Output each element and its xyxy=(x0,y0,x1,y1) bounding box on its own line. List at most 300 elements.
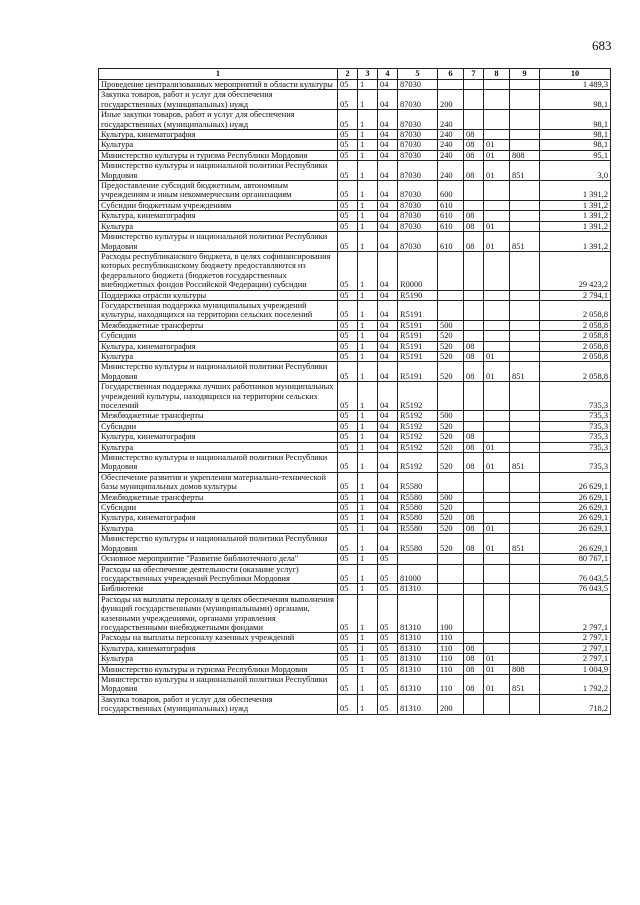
row-amount: 735,3 xyxy=(540,432,611,442)
row-code xyxy=(484,421,510,431)
row-amount: 1 391,2 xyxy=(540,232,611,252)
row-code: 05 xyxy=(338,523,358,533)
row-code xyxy=(510,251,540,290)
row-code: 04 xyxy=(378,534,398,554)
row-code xyxy=(510,80,540,90)
row-code xyxy=(484,320,510,330)
row-description: Основное мероприятие "Развитие библиотечного дела" xyxy=(99,554,338,564)
row-code: 05 xyxy=(338,362,358,382)
table-row xyxy=(99,211,611,221)
row-code: R5580 xyxy=(398,492,438,502)
table-row xyxy=(99,110,611,130)
row-code: 05 xyxy=(338,554,358,564)
row-code: 520 xyxy=(438,534,464,554)
row-description: Министерство культуры и национальной политики Республики Мордовия xyxy=(99,362,338,382)
row-code: 01 xyxy=(484,523,510,533)
row-code xyxy=(464,382,484,411)
row-code: 05 xyxy=(378,633,398,643)
row-code: 05 xyxy=(378,654,398,664)
row-code: 01 xyxy=(484,140,510,150)
table-row xyxy=(99,320,611,330)
column-header: 9 xyxy=(510,69,540,80)
row-code: 04 xyxy=(378,341,398,351)
row-code xyxy=(510,221,540,231)
row-code xyxy=(484,211,510,221)
row-code: 05 xyxy=(338,110,358,130)
row-code: 04 xyxy=(378,232,398,252)
row-code xyxy=(484,513,510,523)
row-code xyxy=(510,694,540,714)
row-code xyxy=(484,694,510,714)
row-code: 240 xyxy=(438,140,464,150)
row-code: 240 xyxy=(438,150,464,160)
column-header: 10 xyxy=(540,69,611,80)
row-code: 1 xyxy=(358,331,378,341)
row-code xyxy=(484,300,510,320)
row-code xyxy=(510,351,540,361)
row-description: Субсидии xyxy=(99,331,338,341)
row-description: Государственная поддержка лучших работников муниципальных учреждений культуры, находящихся на территории сельских поселений xyxy=(99,382,338,411)
row-amount: 735,3 xyxy=(540,411,611,421)
row-code xyxy=(398,554,438,564)
row-code xyxy=(484,90,510,110)
row-code xyxy=(484,584,510,594)
row-code xyxy=(484,492,510,502)
row-code: 81310 xyxy=(398,664,438,674)
row-amount: 76 043,5 xyxy=(540,584,611,594)
row-amount: 718,2 xyxy=(540,694,611,714)
row-code xyxy=(484,432,510,442)
row-code: 05 xyxy=(338,534,358,554)
row-code: 05 xyxy=(338,472,358,492)
row-code xyxy=(438,554,464,564)
row-code: 851 xyxy=(510,674,540,694)
row-code: 1 xyxy=(358,320,378,330)
row-code: 01 xyxy=(484,442,510,452)
row-code: 05 xyxy=(338,331,358,341)
row-code: 04 xyxy=(378,140,398,150)
row-code: 1 xyxy=(358,472,378,492)
row-code: 05 xyxy=(338,200,358,210)
row-code xyxy=(464,331,484,341)
row-code: 01 xyxy=(484,161,510,181)
table-row xyxy=(99,232,611,252)
row-code: R5580 xyxy=(398,534,438,554)
row-code: R5192 xyxy=(398,382,438,411)
row-code: 01 xyxy=(484,534,510,554)
row-code: 1 xyxy=(358,503,378,513)
row-code: 520 xyxy=(438,331,464,341)
row-code: 81310 xyxy=(398,633,438,643)
row-code: 04 xyxy=(378,453,398,473)
row-amount: 26 629,1 xyxy=(540,492,611,502)
row-code xyxy=(484,130,510,140)
row-code xyxy=(464,564,484,584)
row-amount: 735,3 xyxy=(540,453,611,473)
row-amount: 1 391,2 xyxy=(540,211,611,221)
row-code: 05 xyxy=(338,320,358,330)
row-description: Министерство культуры и национальной политики Республики Мордовия xyxy=(99,161,338,181)
row-code: 05 xyxy=(338,251,358,290)
row-code: R5192 xyxy=(398,432,438,442)
row-code: 05 xyxy=(338,564,358,584)
row-amount: 1 391,2 xyxy=(540,181,611,201)
row-description: Государственная поддержка муниципальных учреждений культуры, находящихся на территории сельских поселений xyxy=(99,300,338,320)
row-code xyxy=(464,290,484,300)
row-code: 05 xyxy=(338,351,358,361)
row-code: 240 xyxy=(438,130,464,140)
row-amount: 2 797,1 xyxy=(540,633,611,643)
row-code xyxy=(510,411,540,421)
row-code: 05 xyxy=(338,181,358,201)
row-amount: 2 794,1 xyxy=(540,290,611,300)
row-code xyxy=(510,594,540,633)
budget-table xyxy=(98,68,611,715)
row-amount: 1 004,9 xyxy=(540,664,611,674)
row-code xyxy=(510,331,540,341)
row-code: 08 xyxy=(464,523,484,533)
table-row xyxy=(99,181,611,201)
row-code xyxy=(484,290,510,300)
row-code: 08 xyxy=(464,351,484,361)
row-code xyxy=(510,421,540,431)
row-code: 520 xyxy=(438,432,464,442)
table-row xyxy=(99,564,611,584)
row-code xyxy=(484,341,510,351)
row-code: 110 xyxy=(438,664,464,674)
row-code: 81310 xyxy=(398,674,438,694)
row-code: 04 xyxy=(378,200,398,210)
row-code: 04 xyxy=(378,351,398,361)
row-code xyxy=(510,654,540,664)
table-row xyxy=(99,492,611,502)
row-code: 520 xyxy=(438,453,464,473)
row-code xyxy=(464,200,484,210)
row-code: 1 xyxy=(358,411,378,421)
table-row xyxy=(99,382,611,411)
row-code xyxy=(438,472,464,492)
table-row xyxy=(99,411,611,421)
row-code: R5190 xyxy=(398,290,438,300)
row-code: R5580 xyxy=(398,513,438,523)
row-code: R5191 xyxy=(398,320,438,330)
row-code: 87030 xyxy=(398,221,438,231)
row-code: 1 xyxy=(358,432,378,442)
row-code: 01 xyxy=(484,150,510,160)
row-description: Культура, кинематография xyxy=(99,432,338,442)
row-code: 05 xyxy=(338,421,358,431)
row-code: 01 xyxy=(484,674,510,694)
row-amount: 80 767,1 xyxy=(540,554,611,564)
row-code: 04 xyxy=(378,442,398,452)
row-code: 1 xyxy=(358,594,378,633)
row-code: 1 xyxy=(358,584,378,594)
row-code: 04 xyxy=(378,80,398,90)
column-header: 8 xyxy=(484,69,510,80)
row-code xyxy=(484,200,510,210)
row-code: 500 xyxy=(438,320,464,330)
row-amount: 76 043,5 xyxy=(540,564,611,584)
row-amount: 2 797,1 xyxy=(540,643,611,653)
row-amount: 26 629,1 xyxy=(540,523,611,533)
row-code: 600 xyxy=(438,181,464,201)
row-amount: 735,3 xyxy=(540,442,611,452)
table-row xyxy=(99,341,611,351)
row-code: 05 xyxy=(338,90,358,110)
row-amount: 98,1 xyxy=(540,130,611,140)
row-code: 04 xyxy=(378,150,398,160)
row-code: 110 xyxy=(438,654,464,664)
row-code xyxy=(510,200,540,210)
row-code xyxy=(510,130,540,140)
row-description: Закупка товаров, работ и услуг для обеспечения государственных (муниципальных) нужд xyxy=(99,694,338,714)
row-description: Расходы на выплаты персоналу в целях обеспечения выполнения функций государственными (муниципальными) органами, казенными учреждениями, органами управления государственными внебюджетными фондами xyxy=(99,594,338,633)
row-code: R0000 xyxy=(398,251,438,290)
row-code xyxy=(510,320,540,330)
row-amount: 2 058,8 xyxy=(540,341,611,351)
row-code xyxy=(484,382,510,411)
row-code: 1 xyxy=(358,90,378,110)
row-code: 520 xyxy=(438,442,464,452)
table-row xyxy=(99,503,611,513)
row-code: R5191 xyxy=(398,331,438,341)
row-code: 610 xyxy=(438,232,464,252)
table-row xyxy=(99,513,611,523)
table-row xyxy=(99,643,611,653)
row-code xyxy=(484,564,510,584)
row-code: 08 xyxy=(464,211,484,221)
row-code: 05 xyxy=(338,584,358,594)
row-description: Предоставление субсидий бюджетным, автономным учреждениям и иным некоммерческим организациям xyxy=(99,181,338,201)
row-code xyxy=(464,503,484,513)
row-code: 1 xyxy=(358,150,378,160)
row-code xyxy=(510,90,540,110)
table-row xyxy=(99,674,611,694)
row-amount: 1 391,2 xyxy=(540,200,611,210)
row-code: 1 xyxy=(358,251,378,290)
row-code: 08 xyxy=(464,513,484,523)
row-code: 110 xyxy=(438,633,464,643)
row-code: 1 xyxy=(358,453,378,473)
row-code: 1 xyxy=(358,382,378,411)
row-code xyxy=(510,211,540,221)
row-code: 87030 xyxy=(398,161,438,181)
row-description: Поддержка отрасли культуры xyxy=(99,290,338,300)
row-description: Расходы на обеспечение деятельности (оказание услуг) государственных учреждений Республики Мордовия xyxy=(99,564,338,584)
row-code: 05 xyxy=(338,411,358,421)
column-header: 1 xyxy=(99,69,338,80)
row-code: 04 xyxy=(378,362,398,382)
row-code: 1 xyxy=(358,523,378,533)
column-header: 6 xyxy=(438,69,464,80)
row-code xyxy=(464,320,484,330)
row-amount: 2 058,8 xyxy=(540,351,611,361)
row-code: 240 xyxy=(438,161,464,181)
row-code: 1 xyxy=(358,534,378,554)
row-code: R5580 xyxy=(398,523,438,533)
row-description: Культура xyxy=(99,140,338,150)
row-code: 08 xyxy=(464,643,484,653)
row-amount: 1 489,3 xyxy=(540,80,611,90)
row-code xyxy=(484,110,510,130)
row-amount: 2 797,1 xyxy=(540,654,611,664)
row-description: Проведение централизованных мероприятий в области культуры xyxy=(99,80,338,90)
row-code: 520 xyxy=(438,341,464,351)
row-code: 08 xyxy=(464,453,484,473)
row-code: 87030 xyxy=(398,211,438,221)
table-row xyxy=(99,221,611,231)
table-row xyxy=(99,130,611,140)
row-code: 1 xyxy=(358,554,378,564)
row-description: Закупка товаров, работ и услуг для обеспечения государственных (муниципальных) нужд xyxy=(99,90,338,110)
row-code: 851 xyxy=(510,453,540,473)
row-code xyxy=(484,251,510,290)
row-code xyxy=(510,181,540,201)
row-code xyxy=(510,300,540,320)
table-row xyxy=(99,80,611,90)
row-code: 04 xyxy=(378,320,398,330)
row-code: 04 xyxy=(378,290,398,300)
row-code: 05 xyxy=(338,232,358,252)
row-code: 05 xyxy=(378,674,398,694)
column-header: 2 xyxy=(338,69,358,80)
row-code: 05 xyxy=(338,341,358,351)
row-amount: 2 058,8 xyxy=(540,320,611,330)
row-description: Министерство культуры и национальной политики Республики Мордовия xyxy=(99,453,338,473)
row-code: 08 xyxy=(464,362,484,382)
row-code xyxy=(484,503,510,513)
row-code xyxy=(464,492,484,502)
row-code xyxy=(484,643,510,653)
row-code xyxy=(510,492,540,502)
row-code: 1 xyxy=(358,140,378,150)
row-code: 05 xyxy=(338,290,358,300)
row-description: Культура, кинематография xyxy=(99,211,338,221)
row-code: 08 xyxy=(464,221,484,231)
row-code: 05 xyxy=(338,150,358,160)
row-code xyxy=(510,382,540,411)
row-code: 05 xyxy=(338,442,358,452)
row-code: 01 xyxy=(484,232,510,252)
row-amount: 2 058,8 xyxy=(540,300,611,320)
row-code xyxy=(464,584,484,594)
row-code: 04 xyxy=(378,161,398,181)
row-code: 520 xyxy=(438,351,464,361)
row-code xyxy=(510,523,540,533)
row-code: 04 xyxy=(378,382,398,411)
row-code: 110 xyxy=(438,643,464,653)
row-code: 05 xyxy=(338,664,358,674)
row-code xyxy=(484,594,510,633)
row-code xyxy=(438,584,464,594)
row-code: 240 xyxy=(438,110,464,130)
row-code: 05 xyxy=(338,633,358,643)
row-code: 04 xyxy=(378,411,398,421)
row-code: 1 xyxy=(358,654,378,664)
row-code xyxy=(510,290,540,300)
row-code: 1 xyxy=(358,80,378,90)
row-description: Культура xyxy=(99,523,338,533)
row-description: Межбюджетные трансферты xyxy=(99,492,338,502)
row-code: 05 xyxy=(378,643,398,653)
row-code: 08 xyxy=(464,664,484,674)
row-code: 05 xyxy=(338,161,358,181)
row-code xyxy=(510,513,540,523)
row-description: Культура, кинематография xyxy=(99,130,338,140)
row-code: 05 xyxy=(338,674,358,694)
row-code: 05 xyxy=(338,432,358,442)
row-code: 05 xyxy=(338,130,358,140)
row-description: Межбюджетные трансферты xyxy=(99,320,338,330)
table-row xyxy=(99,251,611,290)
row-code: 04 xyxy=(378,331,398,341)
row-code: 05 xyxy=(378,694,398,714)
row-code: 1 xyxy=(358,341,378,351)
row-code: 05 xyxy=(378,554,398,564)
row-description: Министерство культуры и туризма Республики Мордовия xyxy=(99,664,338,674)
row-code: 1 xyxy=(358,664,378,674)
row-code xyxy=(464,411,484,421)
row-code: 87030 xyxy=(398,140,438,150)
row-code: 08 xyxy=(464,534,484,554)
table-row xyxy=(99,594,611,633)
row-code: 520 xyxy=(438,362,464,382)
row-code: 1 xyxy=(358,290,378,300)
row-code: 520 xyxy=(438,523,464,533)
row-code: 81310 xyxy=(398,654,438,664)
row-code xyxy=(464,421,484,431)
row-code: 81310 xyxy=(398,594,438,633)
row-code xyxy=(510,584,540,594)
row-description: Субсидии бюджетным учреждениям xyxy=(99,200,338,210)
row-description: Министерство культуры и национальной политики Республики Мордовия xyxy=(99,232,338,252)
row-code: 610 xyxy=(438,221,464,231)
row-code xyxy=(484,331,510,341)
table-row xyxy=(99,453,611,473)
row-code xyxy=(510,140,540,150)
row-code: 851 xyxy=(510,232,540,252)
table-row xyxy=(99,633,611,643)
row-code: 520 xyxy=(438,513,464,523)
row-code: 01 xyxy=(484,654,510,664)
row-code: 81000 xyxy=(398,564,438,584)
row-code: 05 xyxy=(338,221,358,231)
row-code: 200 xyxy=(438,694,464,714)
row-code: 04 xyxy=(378,90,398,110)
row-amount: 3,0 xyxy=(540,161,611,181)
row-code: 08 xyxy=(464,161,484,181)
table-row xyxy=(99,200,611,210)
row-description: Расходы на выплаты персоналу казенных учреждений xyxy=(99,633,338,643)
table-row xyxy=(99,161,611,181)
row-description: Культура xyxy=(99,442,338,452)
row-code: 520 xyxy=(438,503,464,513)
row-code: 87030 xyxy=(398,181,438,201)
row-code: 08 xyxy=(464,140,484,150)
row-description: Субсидии xyxy=(99,503,338,513)
row-code xyxy=(438,251,464,290)
row-code xyxy=(464,90,484,110)
row-code: 500 xyxy=(438,492,464,502)
row-code: 808 xyxy=(510,150,540,160)
table-row xyxy=(99,534,611,554)
row-amount: 26 629,1 xyxy=(540,534,611,554)
column-header: 3 xyxy=(358,69,378,80)
row-code: 01 xyxy=(484,453,510,473)
row-code xyxy=(484,411,510,421)
row-description: Министерство культуры и туризма Республики Мордовия xyxy=(99,150,338,160)
row-code: 1 xyxy=(358,513,378,523)
